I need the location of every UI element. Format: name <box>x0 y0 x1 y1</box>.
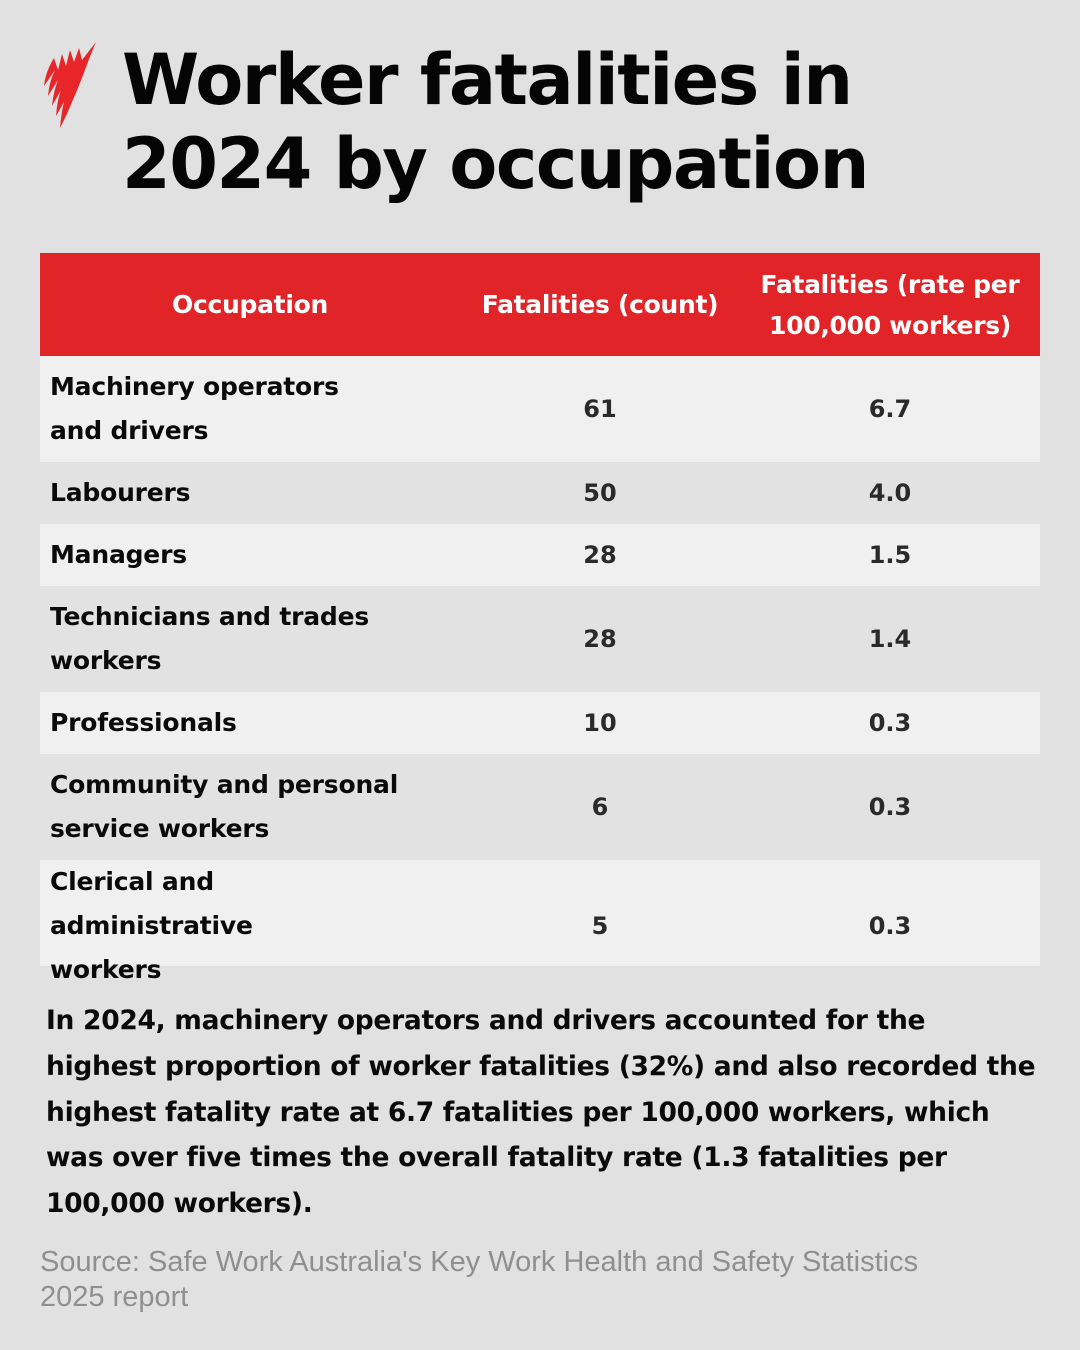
occupation-cell: Professionals <box>50 708 237 737</box>
sbs-flame-logo-icon <box>38 40 100 130</box>
count-cell: 6 <box>591 793 609 821</box>
occupation-cell: Technicians and trades workers <box>50 602 370 675</box>
column-header-count: Fatalities (count) <box>481 290 719 319</box>
table-row <box>40 462 1040 524</box>
table-row <box>40 860 1040 984</box>
rate-cell: 1.4 <box>868 625 912 653</box>
rate-cell: 6.7 <box>868 395 912 423</box>
rate-cell: 4.0 <box>868 479 912 507</box>
count-cell: 61 <box>583 395 617 423</box>
occupation-cell: Labourers <box>50 478 191 507</box>
rate-cell: 0.3 <box>868 709 912 737</box>
occupation-cell: Clerical and administrative workers <box>50 867 253 984</box>
fatalities-table <box>40 253 1040 984</box>
source-note: Source: Safe Work Australia's Key Work Health and Safety Statistics 2025 report <box>40 1246 919 1313</box>
summary-paragraph: In 2024, machinery operators and drivers accounted for the highest proportion of worker fatalities (32%) and also recorded the highest fatality rate at 6.7 fatalities per 100,000 workers, which was over five times the overall fatality rate (1.3 fatalities per 100,000 workers). <box>46 1005 1036 1220</box>
count-cell: 28 <box>583 541 617 569</box>
table-header <box>40 253 1040 356</box>
count-cell: 5 <box>591 912 609 940</box>
rate-cell: 0.3 <box>868 912 912 940</box>
column-header-rate: Fatalities (rate per 100,000 workers) <box>760 269 1020 340</box>
page-title: Worker fatalities in 2024 by occupation <box>122 39 868 205</box>
table-row <box>40 754 1040 860</box>
occupation-cell: Managers <box>50 540 187 569</box>
occupation-cell: Community and personal service workers <box>50 770 399 843</box>
table-row <box>40 524 1040 586</box>
table-row <box>40 586 1040 692</box>
column-header-occupation: Occupation <box>172 290 328 319</box>
count-cell: 10 <box>583 709 617 737</box>
table-row <box>40 356 1040 462</box>
count-cell: 50 <box>583 479 617 507</box>
occupation-cell: Machinery operators and drivers <box>50 372 339 445</box>
rate-cell: 1.5 <box>868 541 912 569</box>
rate-cell: 0.3 <box>868 793 912 821</box>
table-row <box>40 692 1040 754</box>
count-cell: 28 <box>583 625 617 653</box>
